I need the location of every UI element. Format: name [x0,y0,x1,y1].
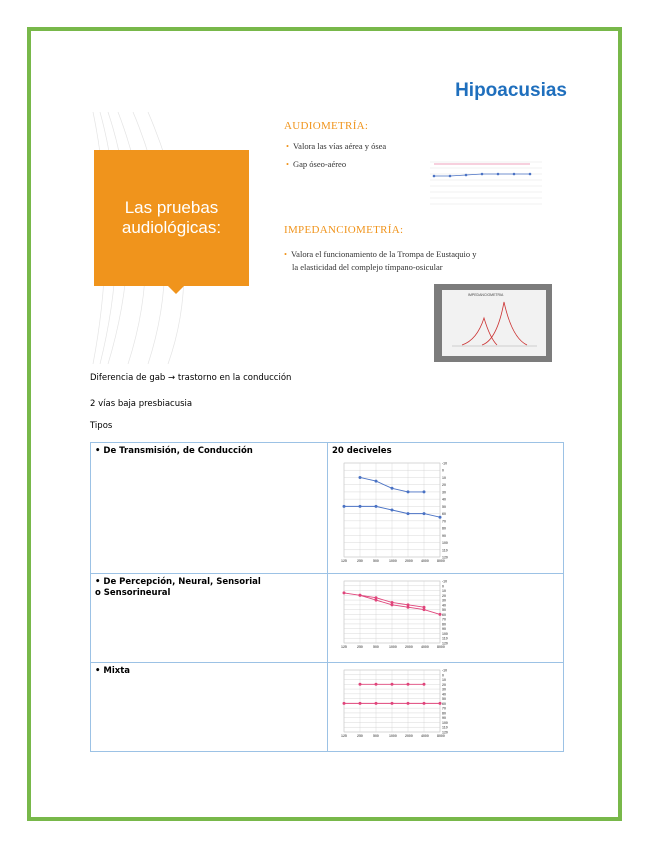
audiogram-chart-2 [334,577,454,653]
table-row [91,663,564,752]
type-label: • Mixta [95,666,131,676]
y-tick-label: 50 [442,504,446,509]
x-tick-label: 2000 [405,645,413,649]
type-chart-cell [328,574,564,663]
data-point [343,591,346,594]
y-tick-label: 110 [442,725,448,730]
y-tick-label: 70 [442,617,446,622]
y-tick-label: 80 [442,711,446,716]
types-table [90,442,564,752]
data-point [391,487,394,490]
data-point [391,603,394,606]
impedanciometria-heading: IMPEDANCIOMETRÍA: [284,224,404,236]
slide-box-notch [168,286,184,294]
type-label-cell [91,663,328,752]
body-line-3: Tipos [90,421,113,431]
type-label: • De Transmisión, de Conducción [95,446,253,456]
y-tick-label: 10 [442,678,446,683]
data-point [407,683,410,686]
x-tick-label: 500 [373,734,379,738]
data-point [375,480,378,483]
y-tick-label: 40 [442,603,446,608]
y-tick-label: 30 [442,490,446,495]
y-tick-label: -10 [442,461,448,466]
y-tick-label: 30 [442,598,446,603]
data-point [407,490,410,493]
data-point [439,702,442,705]
y-tick-label: 60 [442,701,446,706]
y-tick-label: 10 [442,589,446,594]
type-label-cont: o Sensorineural [95,588,171,598]
y-tick-label: 80 [442,526,446,531]
x-tick-label: 2000 [405,559,413,563]
audiogram-chart-1 [334,459,454,567]
audiometria-bullet: • Valora las vías aérea y ósea [286,141,387,151]
data-point [391,683,394,686]
type-label: • De Percepción, Neural, Sensorial [95,577,261,587]
data-point [343,702,346,705]
slide-image [88,112,560,364]
y-tick-label: 100 [442,720,448,725]
data-point [423,608,426,611]
x-tick-label: 250 [357,559,363,563]
data-point [359,594,362,597]
x-tick-label: 8000 [437,645,445,649]
x-tick-label: 8000 [437,734,445,738]
data-point [439,516,442,519]
data-point [343,505,346,508]
y-tick-label: 120 [442,555,448,560]
y-tick-label: 110 [442,548,448,553]
y-tick-label: 40 [442,497,446,502]
data-point [375,505,378,508]
y-tick-label: -10 [442,668,448,673]
y-tick-label: 10 [442,475,446,480]
type-chart-cell [328,443,564,574]
y-tick-label: 70 [442,706,446,711]
x-tick-label: 2000 [405,734,413,738]
data-point [423,490,426,493]
y-tick-label: 90 [442,627,446,632]
data-point [359,476,362,479]
impedanciometria-photo [434,284,552,362]
y-tick-label: 0 [442,584,444,589]
y-tick-label: 0 [442,468,444,473]
y-tick-label: 120 [442,641,448,646]
y-tick-label: 90 [442,716,446,721]
mini-audiogram [424,156,544,212]
y-tick-label: 110 [442,636,448,641]
x-tick-label: 4000 [421,559,429,563]
type-note: 20 deciveles [332,446,392,456]
y-tick-label: 30 [442,687,446,692]
y-tick-label: 20 [442,483,446,488]
y-tick-label: 100 [442,541,448,546]
x-tick-label: 500 [373,559,379,563]
data-point [407,512,410,515]
data-point [391,702,394,705]
body-line-2: 2 vías baja presbiacusia [90,399,193,409]
x-tick-label: 500 [373,645,379,649]
type-chart-cell [328,663,564,752]
y-tick-label: 80 [442,622,446,627]
x-tick-label: 4000 [421,734,429,738]
page-title: Hipoacusias [455,80,567,101]
body-line-1: Diferencia de gab → trastorno en la conducción [90,373,292,383]
y-tick-label: 60 [442,512,446,517]
data-point [407,606,410,609]
x-tick-label: 1000 [389,559,397,563]
data-point [423,683,426,686]
x-tick-label: 1000 [389,734,397,738]
data-point [407,702,410,705]
photo-chart [442,290,546,356]
x-tick-label: 125 [341,645,347,649]
table-row [91,574,564,663]
y-tick-label: 0 [442,673,444,678]
y-tick-label: 40 [442,692,446,697]
x-tick-label: 250 [357,734,363,738]
data-point [359,702,362,705]
y-tick-label: 50 [442,697,446,702]
table-row [91,443,564,574]
data-point [391,509,394,512]
x-tick-label: 125 [341,734,347,738]
y-tick-label: -10 [442,579,448,584]
data-point [375,702,378,705]
audiometria-bullet: • Gap óseo-aéreo [286,159,347,169]
y-tick-label: 60 [442,612,446,617]
x-tick-label: 1000 [389,645,397,649]
data-point [423,702,426,705]
data-point [359,505,362,508]
type-label-cell [91,443,328,574]
photo-label: IMPEDANCIOMETRIA [468,293,504,297]
audiogram-chart-3 [334,666,454,742]
y-tick-label: 20 [442,682,446,687]
data-point [375,599,378,602]
y-tick-label: 20 [442,593,446,598]
y-tick-label: 100 [442,631,448,636]
y-tick-label: 70 [442,519,446,524]
slide-box-title: Las pruebas audiológicas: [94,150,249,286]
x-tick-label: 125 [341,559,347,563]
y-tick-label: 120 [442,730,448,735]
y-tick-label: 50 [442,608,446,613]
audiometria-heading: AUDIOMETRÍA: [284,120,369,132]
data-point [423,512,426,515]
impedanciometria-bullet: • Valora el funcionamiento de la Trompa de Eustaquio y [284,249,477,259]
x-tick-label: 8000 [437,559,445,563]
data-point [439,613,442,616]
x-tick-label: 4000 [421,645,429,649]
x-tick-label: 250 [357,645,363,649]
data-point [375,683,378,686]
data-point [359,683,362,686]
impedanciometria-bullet-cont: la elasticidad del complejo tímpano-osicular [292,262,443,272]
y-tick-label: 90 [442,533,446,538]
type-label-cell [91,574,328,663]
